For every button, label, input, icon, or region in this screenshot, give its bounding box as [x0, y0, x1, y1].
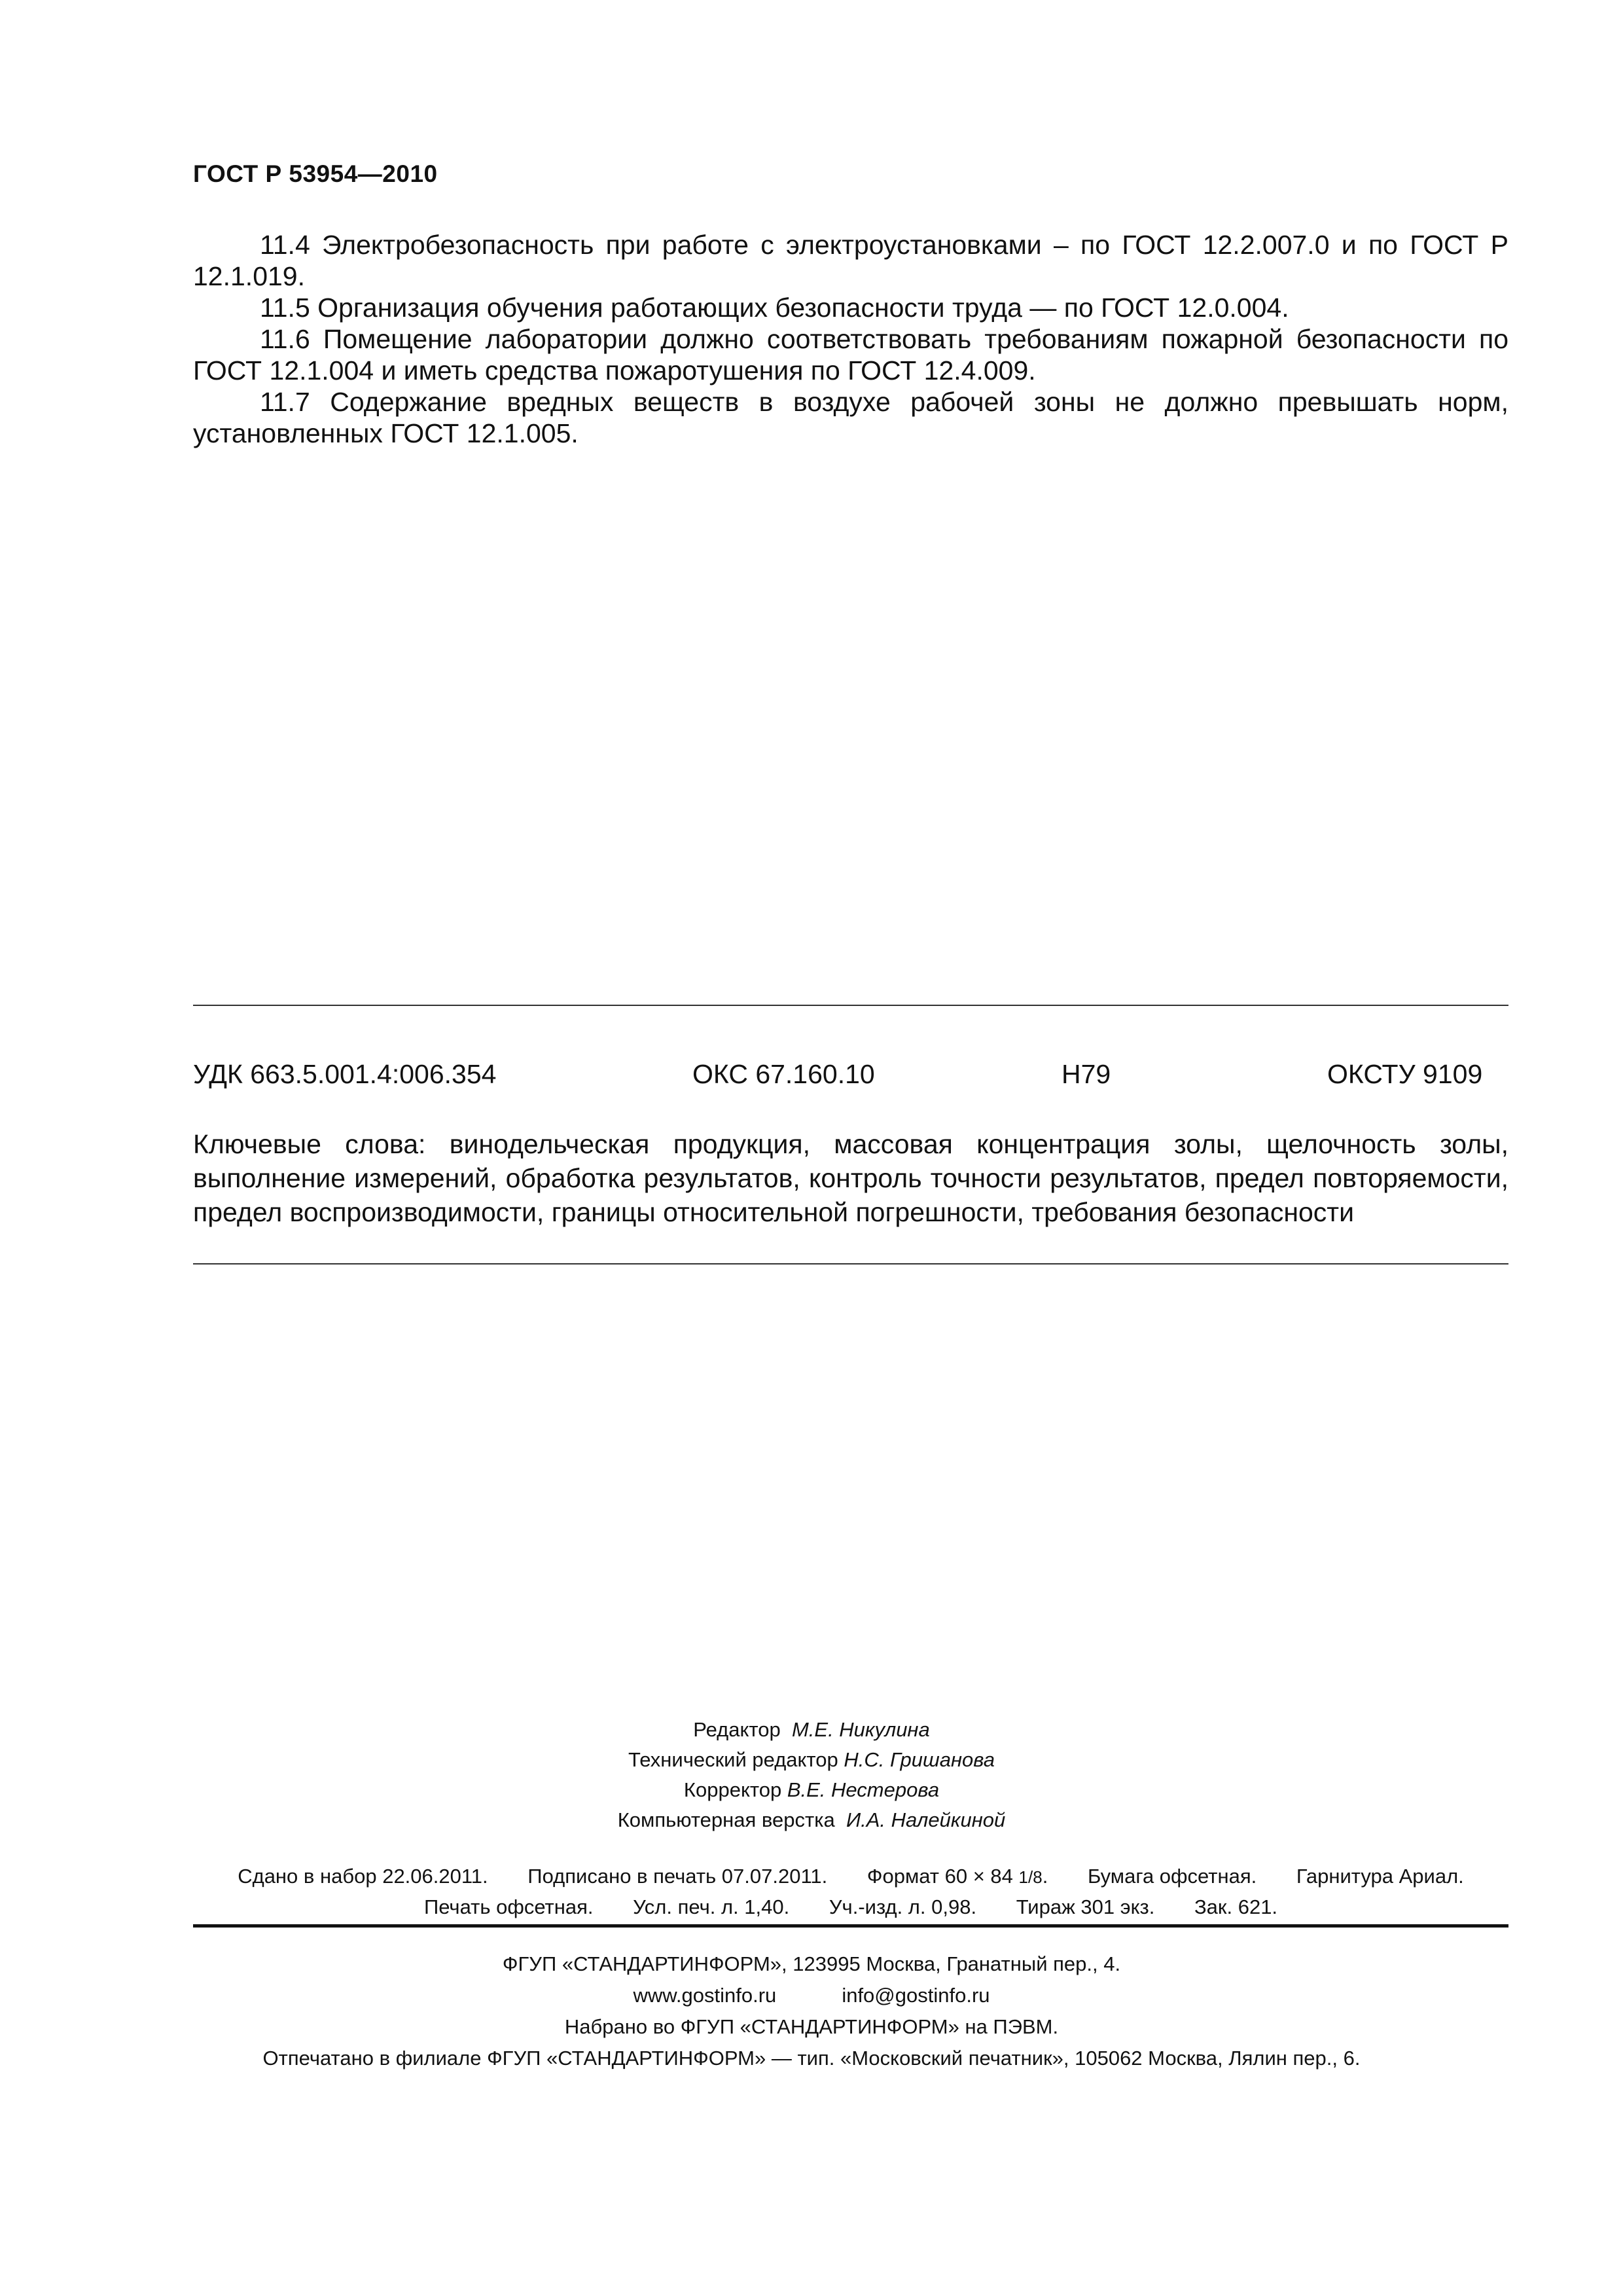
- paragraph-11-4: 11.4 Электробезопасность при работе с электроустановками – по ГОСТ 12.2.007.0 и по ГОСТ Р 12.1.019.: [193, 230, 1508, 291]
- imprint-row-1: Сдано в набор 22.06.2011. Подписано в печать 07.07.2011. Формат 60 × 84 1/8. Бумага офсетная. Гарнитура Ариал.: [238, 1865, 1464, 1888]
- paragraph-11-6: 11.6 Помещение лаборатории должно соответствовать требованиям пожарной безопасности по ГОСТ 12.1.004 и иметь средства пожаротушения по ГОСТ 12.4.009.: [193, 324, 1508, 386]
- proofreader-row: Корректор В.Е. Нестерова: [683, 1778, 940, 1801]
- staff-credits: [0, 1715, 1623, 1835]
- paragraph-11-7: 11.7 Содержание вредных веществ в воздухе рабочей зоны не должно превышать норм, установленных ГОСТ 12.1.005.: [193, 387, 1508, 448]
- divider-middle: [193, 1263, 1508, 1265]
- typeset-note: Набрано во ФГУП «СТАНДАРТИНФОРМ» на ПЭВМ.: [564, 2015, 1059, 2038]
- website-link: www.gostinfo.ru: [633, 1984, 777, 2007]
- body-text: [193, 229, 1508, 449]
- udk-code: УДК 663.5.001.4:006.354: [193, 1059, 497, 1089]
- category-code: Н79: [1061, 1059, 1111, 1089]
- keywords: Ключевые слова: винодельческая продукция, массовая концентрация золы, щелочность золы, выполнение измерений, обработка результатов, контроль точности результатов, предел повторяемости, предел воспроизводимости, границы относительной погрешности, требования безопасности: [193, 1129, 1508, 1227]
- publisher-footer: [0, 1948, 1623, 2074]
- oks-code: ОКС 67.160.10: [692, 1059, 875, 1089]
- email-link: info@gostinfo.ru: [842, 1984, 990, 2007]
- document-header: ГОСТ Р 53954—2010: [193, 160, 438, 187]
- contact-row: [0, 1980, 1623, 2011]
- okstu-code: ОКСТУ 9109: [1327, 1059, 1483, 1089]
- divider-top: [193, 1005, 1508, 1006]
- tech-editor-row: Технический редактор Н.С. Гришанова: [628, 1748, 995, 1771]
- paragraph-11-5: 11.5 Организация обучения работающих безопасности труда — по ГОСТ 12.0.004.: [260, 293, 1289, 323]
- imprint-block: [193, 1861, 1508, 1922]
- imprint-row-2: Печать офсетная. Усл. печ. л. 1,40. Уч.-изд. л. 0,98. Тираж 301 экз. Зак. 621.: [423, 1895, 1278, 1918]
- publisher-address: ФГУП «СТАНДАРТИНФОРМ», 123995 Москва, Гранатный пер., 4.: [502, 1952, 1121, 1975]
- divider-thick: [193, 1924, 1508, 1928]
- printed-note: Отпечатано в филиале ФГУП «СТАНДАРТИНФОРМ» — тип. «Московский печатник», 105062 Москва, Лялин пер., 6.: [262, 2047, 1361, 2070]
- layout-row: Компьютерная верстка И.А. Налейкиной: [617, 1808, 1006, 1831]
- editor-row: Редактор М.Е. Никулина: [693, 1718, 930, 1741]
